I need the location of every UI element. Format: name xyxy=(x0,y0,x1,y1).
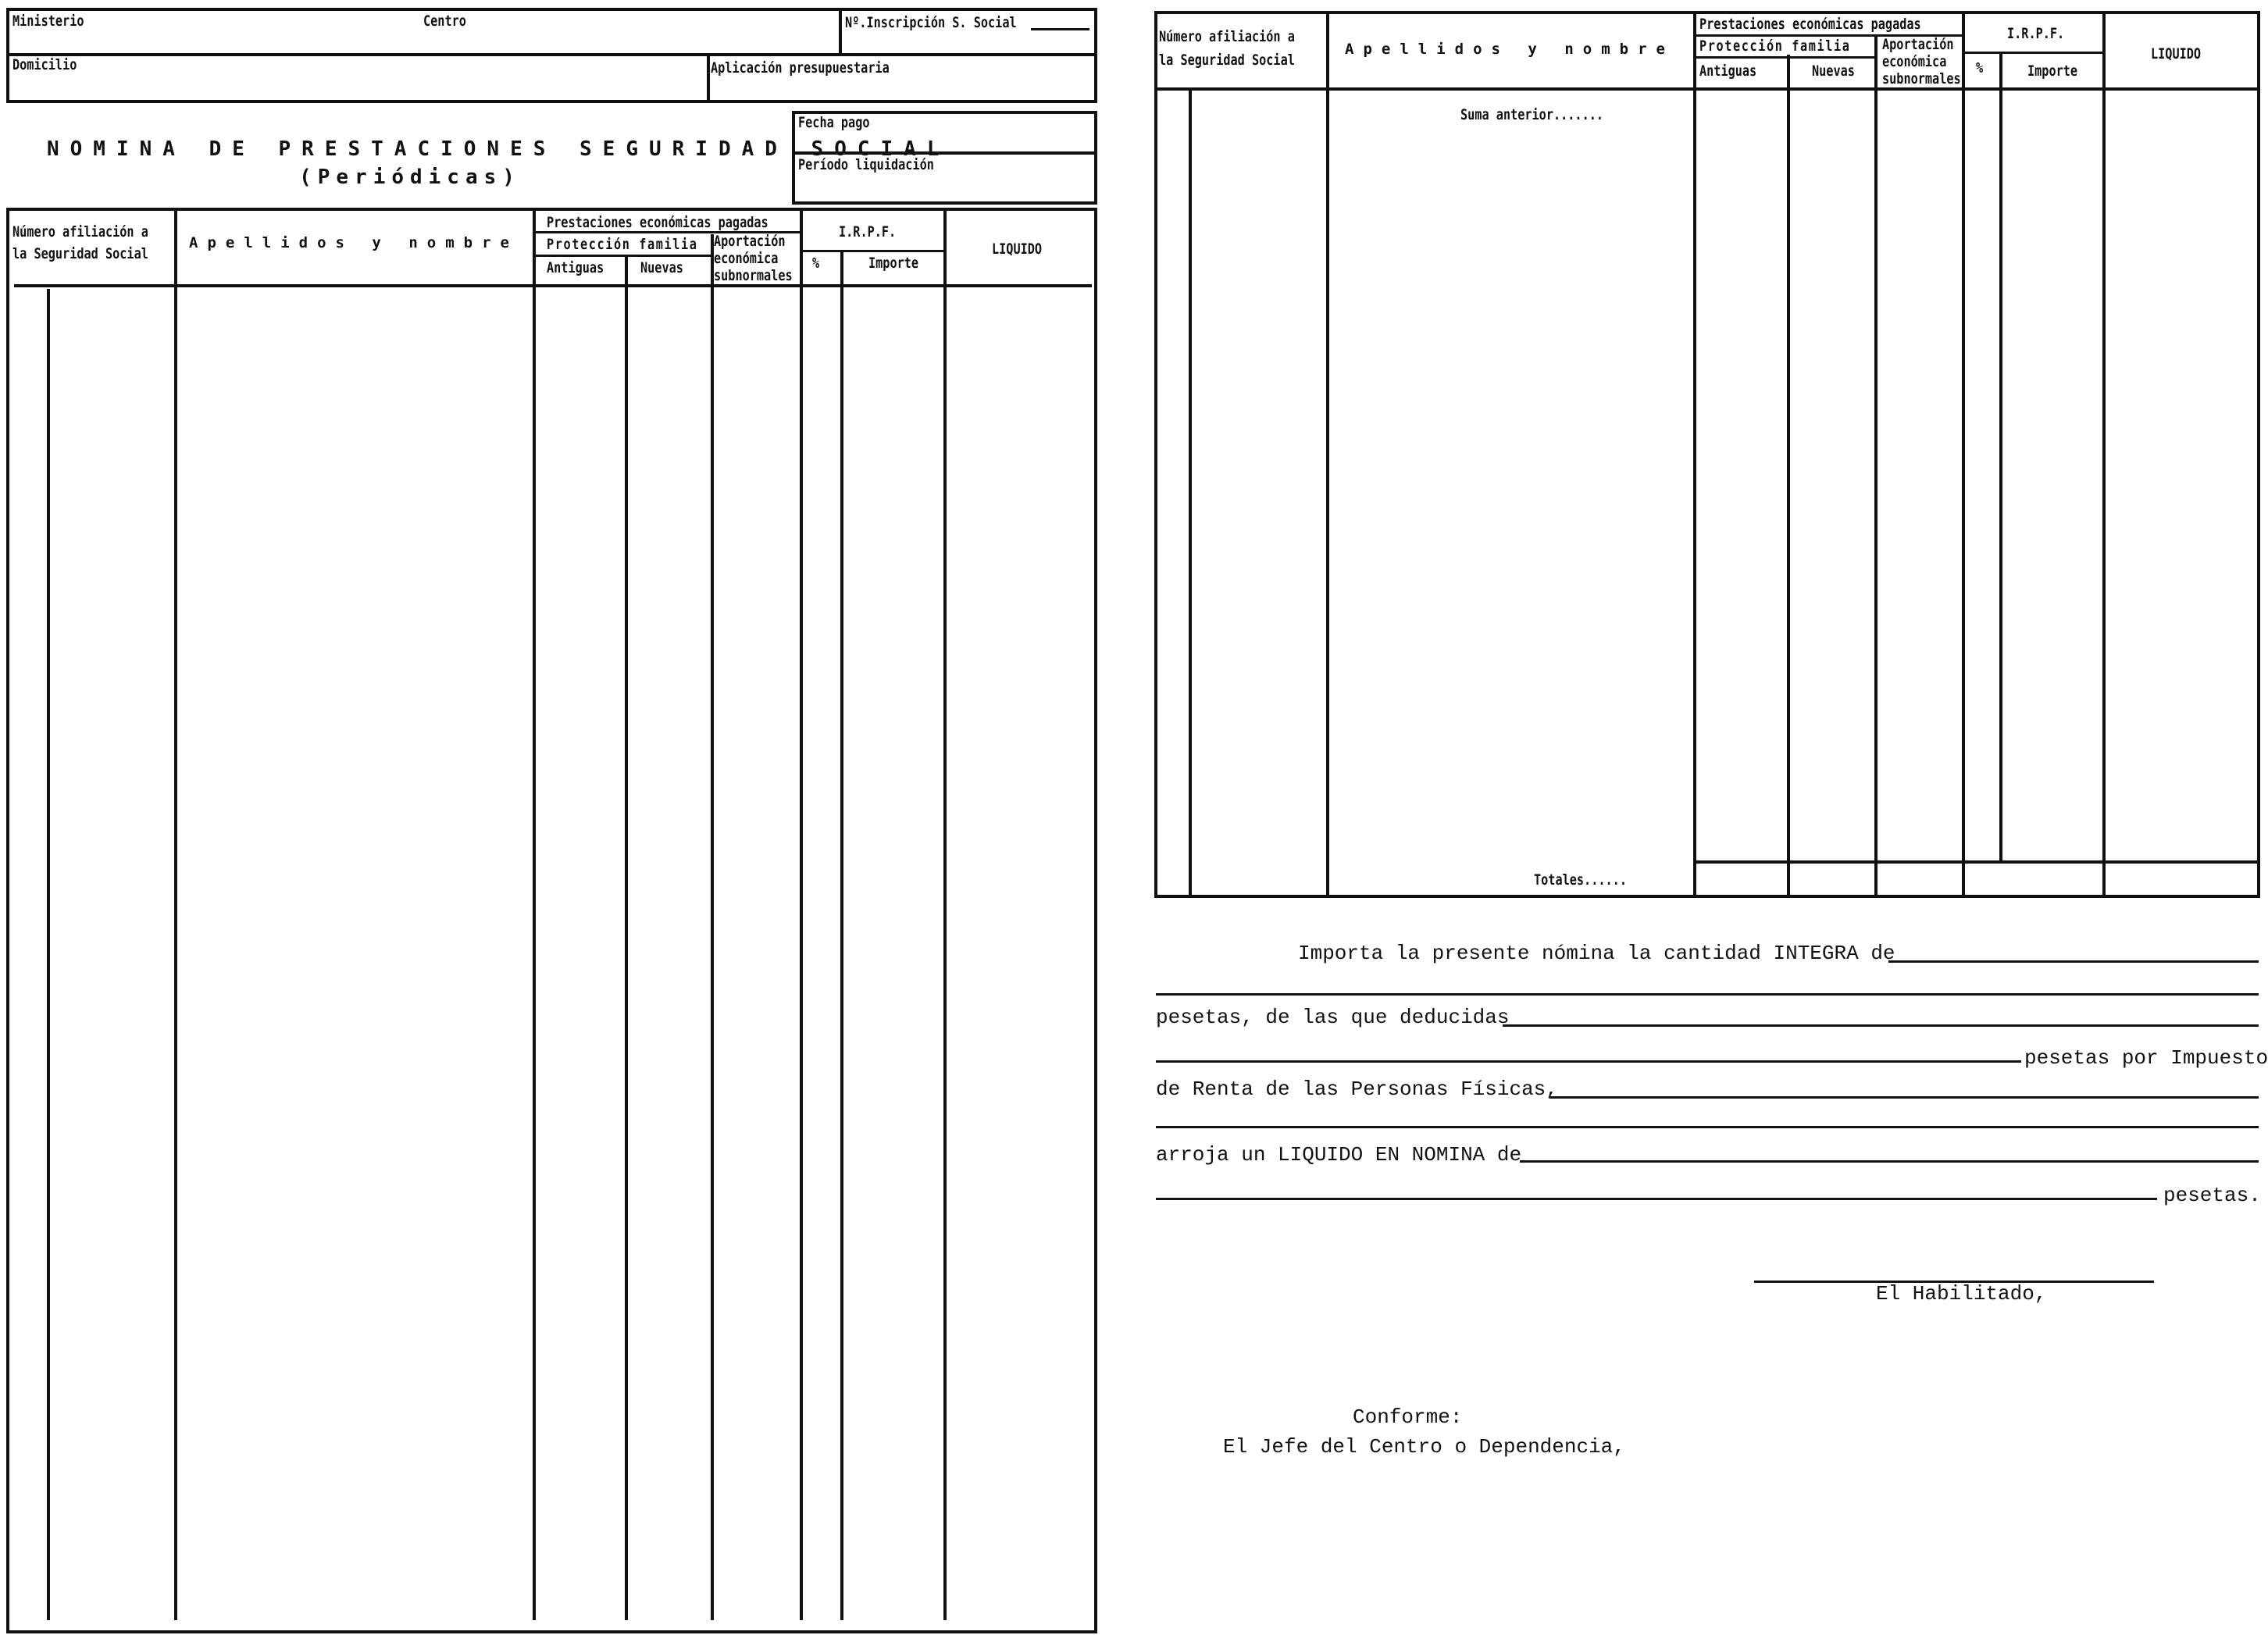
right-col-line-h xyxy=(2102,11,2106,898)
left-aportacion-1: Aportación xyxy=(714,233,786,250)
left-afiliacion-line1: Número afiliación a xyxy=(12,223,148,240)
left-col-line-c xyxy=(533,211,536,1620)
right-liquido-header: LIQUIDO xyxy=(2151,45,2202,62)
left-col-line-g xyxy=(840,251,843,1620)
right-afiliacion-line2: la Seguridad Social xyxy=(1159,52,1295,69)
line-importa xyxy=(1888,960,2259,963)
right-aportacion-2: económica xyxy=(1882,53,1947,70)
periodo-label: Período liquidación xyxy=(798,156,934,173)
page-subtitle: (Periódicas) xyxy=(299,166,521,189)
left-irpf-line xyxy=(801,250,945,252)
left-percent-header: % xyxy=(812,255,820,272)
page-title: NOMINA DE PRESTACIONES SEGURIDAD SOCIAL xyxy=(47,137,950,161)
right-col-line-d xyxy=(1787,55,1790,898)
line-deducidas xyxy=(1503,1024,2259,1027)
right-prestaciones-header: Prestaciones económicas pagadas xyxy=(1699,16,1921,33)
header-vdivider-2 xyxy=(707,53,710,103)
inscripcion-label: Nº.Inscripción S. Social xyxy=(845,14,1017,31)
domicilio-label: Domicilio xyxy=(12,56,77,73)
right-table-header-bottom xyxy=(1154,87,2260,91)
left-aportacion-3: subnormales xyxy=(714,267,793,284)
left-prestaciones-header: Prestaciones económicas pagadas xyxy=(547,214,768,231)
line-arroja xyxy=(1520,1160,2259,1163)
left-col-line-d xyxy=(625,255,628,1620)
line-impuesto xyxy=(1156,1060,2021,1063)
right-apellidos-header: Apellidos y nombre xyxy=(1345,41,1674,58)
header-vdivider-1 xyxy=(839,8,842,55)
right-afiliacion-line1: Número afiliación a xyxy=(1159,28,1295,45)
left-antiguas-header: Antiguas xyxy=(547,259,604,276)
line-full-2 xyxy=(1156,1126,2259,1128)
line-full-1 xyxy=(1156,993,2259,996)
right-proteccion-header: Protección familia xyxy=(1699,37,1851,55)
right-antiguas-header: Antiguas xyxy=(1699,62,1757,80)
right-irpf-line xyxy=(1963,52,2104,54)
inscripcion-line xyxy=(1031,28,1089,30)
text-arroja: arroja un LIQUIDO EN NOMINA de xyxy=(1156,1143,1522,1167)
text-renta: de Renta de las Personas Físicas, xyxy=(1156,1078,1558,1101)
left-table xyxy=(6,208,1097,1633)
left-col-line-f xyxy=(800,211,803,1620)
left-afiliacion-line2: la Seguridad Social xyxy=(12,245,148,262)
left-liquido-header: LIQUIDO xyxy=(992,240,1043,258)
suma-anterior-label: Suma anterior....... xyxy=(1460,106,1604,123)
right-col-line-e xyxy=(1874,36,1878,898)
left-irpf-header: I.R.P.F. xyxy=(839,223,897,240)
text-pesetas-impuesto: pesetas por Impuesto xyxy=(2024,1046,2268,1070)
right-aportacion-1: Aportación xyxy=(1882,36,1954,53)
right-col-line-g xyxy=(1999,53,2002,860)
left-nuevas-header: Nuevas xyxy=(640,259,683,276)
habilitado-label: El Habilitado, xyxy=(1876,1282,2047,1306)
right-prot-line xyxy=(1695,56,1876,59)
jefe-label: El Jefe del Centro o Dependencia, xyxy=(1223,1435,1625,1459)
text-importa: Importa la presente nómina la cantidad INTEGRA de xyxy=(1298,942,1895,965)
right-totals-line xyxy=(1693,860,2260,864)
left-proteccion-header: Protección familia xyxy=(547,236,698,253)
right-col-line-b xyxy=(1326,11,1329,898)
left-col-line-h xyxy=(943,211,947,1620)
right-table xyxy=(1154,11,2260,898)
line-renta xyxy=(1549,1096,2259,1099)
right-col-line-c xyxy=(1693,11,1696,898)
right-aportacion-3: subnormales xyxy=(1882,70,1961,87)
right-col-line-f xyxy=(1962,11,1965,898)
totales-label: Totales...... xyxy=(1534,871,1627,889)
right-col-line-a xyxy=(1189,91,1192,898)
left-col-line-e xyxy=(711,234,714,1620)
left-prot-line xyxy=(534,255,712,257)
left-aportacion-2: económica xyxy=(714,250,779,267)
left-col-line-b xyxy=(174,211,177,1620)
line-final xyxy=(1156,1198,2157,1200)
left-importe-header: Importe xyxy=(868,255,919,272)
left-apellidos-header: Apellidos y nombre xyxy=(189,234,519,251)
fecha-pago-label: Fecha pago xyxy=(798,114,870,131)
header-divider xyxy=(6,53,1097,56)
right-irpf-header: I.R.P.F. xyxy=(2007,25,2065,42)
text-pesetas-deducidas: pesetas, de las que deducidas xyxy=(1156,1006,1510,1029)
left-col-line-a xyxy=(47,289,50,1620)
right-importe-header: Importe xyxy=(2027,62,2078,80)
aplicacion-label: Aplicación presupuestaria xyxy=(711,59,890,77)
right-nuevas-header: Nuevas xyxy=(1812,62,1855,80)
ministerio-label: Ministerio xyxy=(12,12,84,30)
centro-label: Centro xyxy=(423,12,466,30)
text-pesetas-final: pesetas. xyxy=(2163,1184,2261,1207)
right-percent-header: % xyxy=(1976,59,1984,77)
conforme-label: Conforme: xyxy=(1353,1405,1463,1429)
